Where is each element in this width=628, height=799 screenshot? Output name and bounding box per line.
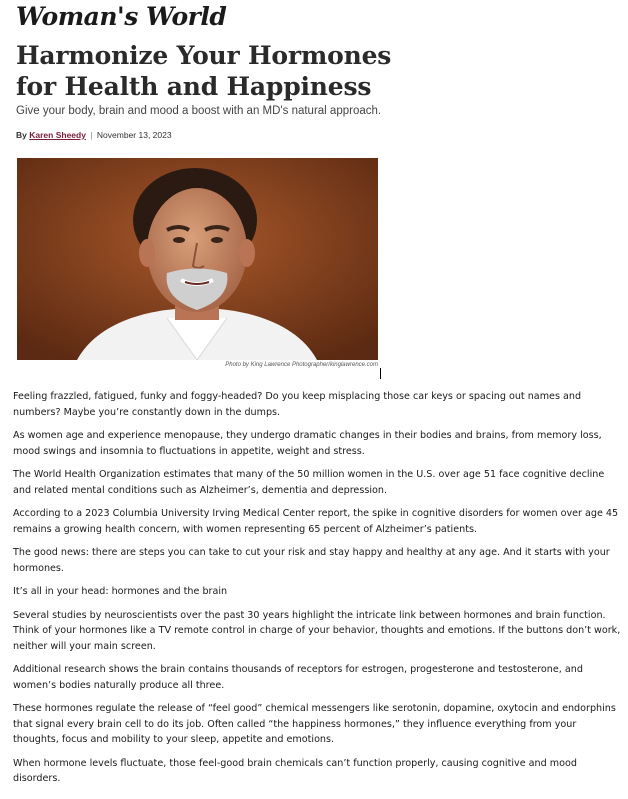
photo-caption: Photo by King Lawrence Photographer/kinglawrence.com — [225, 362, 378, 368]
author-photo — [17, 158, 378, 360]
site-logo[interactable]: Woman's World — [16, 2, 227, 31]
author-link[interactable]: Karen Sheedy — [29, 130, 86, 140]
byline-prefix: By — [16, 130, 27, 140]
article-headline: Harmonize Your Hormones for Health and Happiness — [16, 41, 392, 101]
paragraph: Feeling frazzled, fatigued, funky and foggy-headed? Do you keep misplacing those car keys or spacing out names and numbers? Maybe you’re constantly down in the dumps. — [13, 391, 582, 418]
paragraph: According to a 2023 Columbia University Irving Medical Center report, the spike in cognitive disorders for women over age 45 remains a growing health concern, with women representing 65 percent of Alzheimer’s patients. — [13, 508, 619, 535]
paragraph: As women age and experience menopause, they undergo dramatic changes in their bodies and brains, from memory loss, mood swings and insomnia to fluctuations in appetite, weight and stress. — [13, 430, 602, 457]
section-heading: It’s all in your head: hormones and the brain — [13, 586, 228, 597]
byline — [16, 130, 172, 140]
paragraph: These hormones regulate the release of “feel good” chemical messengers like serotonin, dopamine, oxytocin and endorphins that signal every brain cell to do its job. Often called “the happiness hormones,” they influence everything from your thoughts, focus and mobility to your sleep, appetite and emotions. — [13, 703, 616, 745]
portrait-illustration — [17, 158, 378, 360]
paragraph: When hormone levels fluctuate, those feel-good brain chemicals can’t function properly, causing cognitive and mood disorders. — [13, 757, 577, 784]
paragraph: Additional research shows the brain contains thousands of receptors for estrogen, progesterone and testosterone, and women’s bodies naturally produce all three. — [13, 664, 583, 691]
paragraph: The good news: there are steps you can take to cut your risk and stay happy and healthy at any age. And it starts with your hormones. — [13, 547, 610, 574]
paragraph: Several studies by neuroscientists over the past 30 years highlight the intricate link between hormones and brain function. Think of your hormones like a TV remote control in charge of your behavior, thoughts and emotions. If the buttons don’t work, neither will your main screen. — [13, 609, 621, 652]
paragraph: The World Health Organization estimates that many of the 50 million women in the U.S. over age 51 face cognitive decline and related mental conditions such as Alzheimer’s, dementia and depression. — [13, 469, 605, 496]
publish-date: November 13, 2023 — [96, 130, 172, 140]
byline-separator: | — [90, 130, 93, 140]
article-body — [13, 389, 621, 795]
text-cursor — [380, 368, 381, 379]
article-subtitle: Give your body, brain and mood a boost with an MD's natural approach. — [16, 105, 382, 117]
